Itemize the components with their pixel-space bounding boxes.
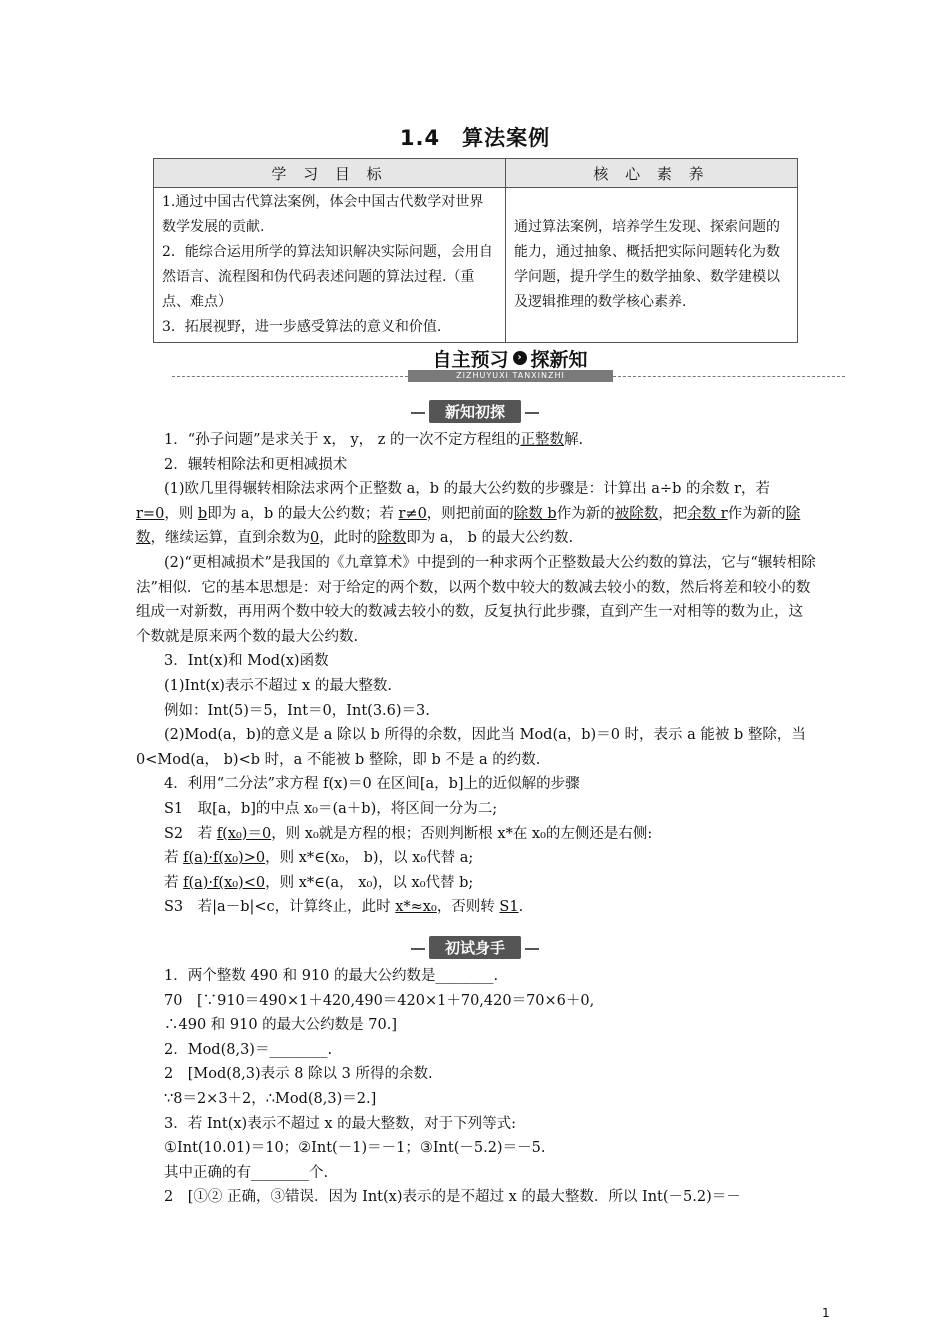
question: 其中正确的有________个. bbox=[164, 1164, 329, 1181]
section-tag-new-knowledge: 新知初探 bbox=[0, 400, 950, 423]
goal-item: 2．能综合运用所学的算法知识解决实际问题，会用自然语言、流程图和伪代码表述问题的算法过程.（重点、难点） bbox=[162, 244, 493, 310]
paragraph: 若 f(a)·f(x₀)<0，则 x*∈(a， x₀)，以 x₀代替 b; bbox=[164, 874, 474, 891]
paragraph: (1)欧几里得辗转相除法求两个正整数 a，b 的最大公约数的步骤是：计算出 a÷b 的余数 r，若 r=0，则 b即为 a，b 的最大公约数；若 r≠0，则把前面的除数 b作为新的被除数，把余数 r作为新的除数，继续运算，直到余数为0，此时的除数即为 a， b 的最大公约数. bbox=[136, 481, 801, 547]
paragraph: 3．Int(x)和 Mod(x)函数 bbox=[164, 653, 329, 670]
goals-table bbox=[153, 158, 798, 343]
new-knowledge-content bbox=[136, 428, 816, 920]
first-try-content bbox=[136, 964, 816, 1210]
banner-divider-left bbox=[172, 376, 408, 377]
paragraph: (2)“更相减损术”是我国的《九章算术》中提到的一种求两个正整数最大公约数的算法，它与“辗转相除法”相似．它的基本思想是：对于给定的两个数，以两个数中较大的数减去较小的数，然后将差和较小的数组成一对新数，再用两个数中较大的数减去较小的数，反复执行此步骤，直到产生一对相等的数为止，这个数就是原来两个数的最大公约数. bbox=[136, 554, 816, 645]
paragraph: 若 f(a)·f(x₀)>0，则 x*∈(x₀， b)，以 x₀代替 a; bbox=[164, 850, 474, 867]
question: 2．Mod(8,3)＝________. bbox=[164, 1041, 333, 1058]
banner-subtitle: ZIZHUYUXI TANXINZHI bbox=[408, 370, 613, 382]
paragraph: S2 若 f(x₀)＝0，则 x₀就是方程的根；否则判断根 x*在 x₀的左侧还是右侧: bbox=[164, 825, 653, 842]
question: ①Int(10.01)＝10；②Int(－1)＝－1；③Int(－5.2)＝－5. bbox=[164, 1140, 546, 1157]
banner-right-text: 探新知 bbox=[530, 348, 588, 371]
answer: ∵8＝2×3＋2，∴Mod(8,3)＝2.] bbox=[164, 1090, 377, 1107]
paragraph: 例如：Int(5)＝5，Int＝0，Int(3.6)＝3. bbox=[164, 702, 430, 719]
answer: 2 [①② 正确，③错误．因为 Int(x)表示的是不超过 x 的最大整数．所以 Int(－5.2)＝－ bbox=[164, 1189, 741, 1206]
goal-item: 1.通过中国古代算法案例，体会中国古代数学对世界数学发展的贡献. bbox=[162, 194, 484, 235]
paragraph: 1．“孙子问题”是求关于 x， y， z 的一次不定方程组的正整数解. bbox=[164, 432, 584, 448]
literacy-cell: 通过算法案例，培养学生发现、探索问题的能力，通过抽象、概括把实际问题转化为数学问题，提升学生的数学抽象、数学建模以及逻辑推理的数学核心素养. bbox=[506, 188, 798, 343]
paragraph: 4．利用“二分法”求方程 f(x)＝0 在区间[a，b]上的近似解的步骤 bbox=[164, 776, 580, 793]
goals-cell bbox=[154, 188, 506, 343]
question: 1．两个整数 490 和 910 的最大公约数是________. bbox=[164, 968, 499, 984]
answer: 2 [Mod(8,3)表示 8 除以 3 所得的余数. bbox=[164, 1066, 433, 1083]
paragraph: (1)Int(x)表示不超过 x 的最大整数. bbox=[164, 677, 392, 694]
table-header-goals: 学 习 目 标 bbox=[154, 159, 506, 188]
paragraph: S1 取[a，b]的中点 x₀＝(a＋b)，将区间一分为二; bbox=[164, 800, 498, 817]
paragraph: 2．辗转相除法和更相减损术 bbox=[164, 456, 348, 473]
answer: ∴490 和 910 的最大公约数是 70.] bbox=[164, 1017, 398, 1034]
banner-divider-right bbox=[613, 376, 845, 377]
banner-title bbox=[410, 346, 610, 370]
page-number: 1 bbox=[822, 1306, 830, 1320]
question: 3．若 Int(x)表示不超过 x 的最大整数，对于下列等式: bbox=[164, 1115, 516, 1132]
table-header-literacy: 核 心 素 养 bbox=[506, 159, 798, 188]
paragraph: (2)Mod(a，b)的意义是 a 除以 b 所得的余数，因此当 Mod(a，b)＝0 时，表示 a 能被 b 整除，当 0<Mod(a， b)<b 时，a 不能被 b 整除，即 b 不是 a 的约数. bbox=[136, 727, 806, 768]
goal-item: 3．拓展视野，进一步感受算法的意义和价值. bbox=[162, 319, 442, 335]
page-title: 1.4 算法案例 bbox=[399, 126, 551, 150]
paragraph: S3 若|a－b|<c，计算终止，此时 x*≈x₀，否则转 S1. bbox=[164, 899, 524, 916]
section-banner bbox=[0, 346, 950, 382]
answer: 70 [∵910＝490×1＋420,490＝420×1＋70,420＝70×6＋0, bbox=[164, 992, 595, 1009]
arrow-right-icon: › bbox=[513, 351, 527, 365]
banner-left-text: 自主预习 bbox=[432, 348, 509, 371]
section-tag-first-try: 初试身手 bbox=[0, 936, 950, 959]
